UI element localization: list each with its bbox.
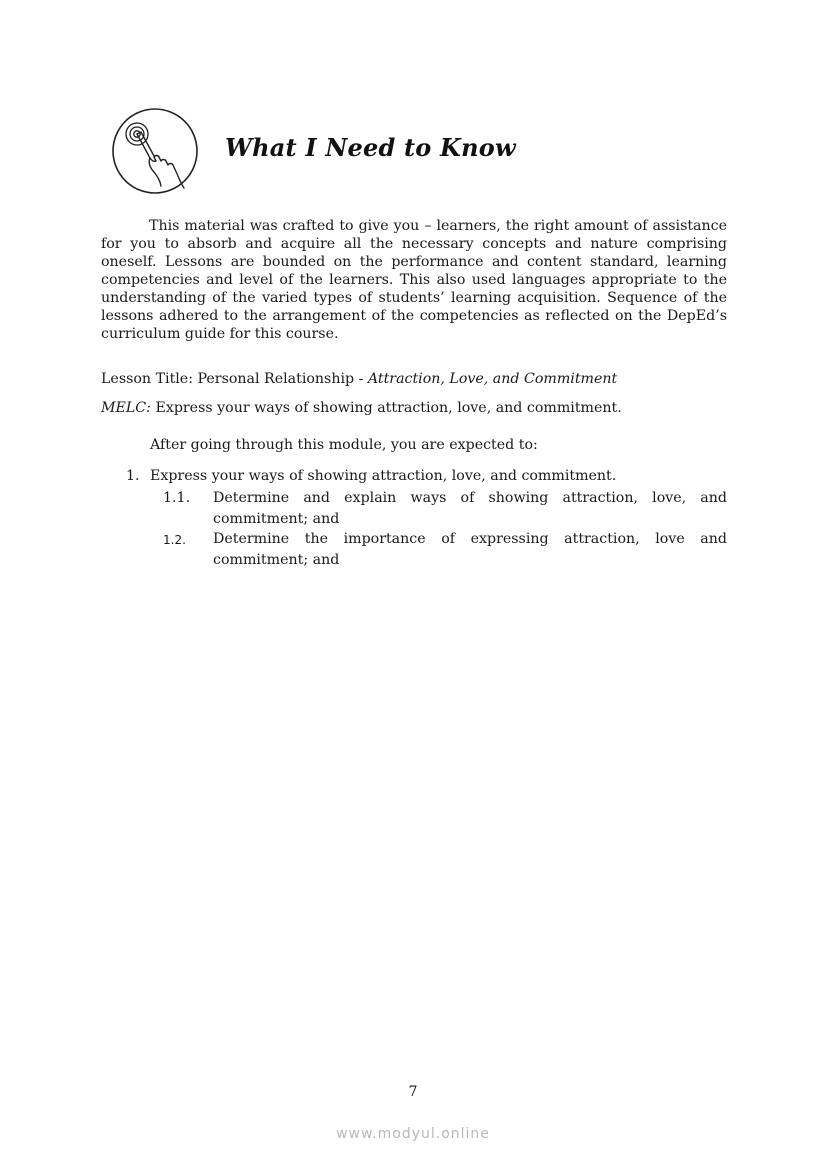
sub-objective bbox=[163, 488, 727, 530]
intro-paragraph: This material was crafted to give you – learners, the right amount of assistance for you to absorb and acquire all the necessary concepts and nature comprising oneself. Lessons are bounded on the performance and content standard, learning competencies and level of the learners. This also used languages appropriate to the understanding of the varied types of students’ learning acquisition. Sequence of the lessons adhered to the arrangement of the competencies as reflected on the DepEd’s curriculum guide for this course. bbox=[101, 218, 727, 342]
objective-main-number: 1. bbox=[126, 468, 140, 484]
lesson-title-topic: Attraction, Love, and Commitment bbox=[367, 371, 618, 387]
touch-hand-icon bbox=[110, 106, 200, 196]
sub-objective-text: Determine and explain ways of showing attraction, love, and commitment; and bbox=[213, 490, 727, 527]
sub-objective-text: Determine the importance of expressing attraction, love and commitment; and bbox=[213, 531, 727, 568]
objective-main bbox=[126, 468, 616, 484]
sub-objective-number: 1.2. bbox=[163, 533, 186, 547]
page-number: 7 bbox=[408, 1084, 418, 1100]
sub-objective-number: 1.1. bbox=[163, 490, 191, 506]
watermark: www.modyul.online bbox=[336, 1126, 490, 1142]
lesson-title bbox=[101, 371, 617, 387]
objectives-intro: After going through this module, you are expected to: bbox=[150, 437, 538, 453]
melc-statement bbox=[101, 400, 622, 416]
objective-main-text: Express your ways of showing attraction, love, and commitment. bbox=[150, 468, 617, 484]
lesson-title-label: Lesson Title: Personal Relationship - bbox=[101, 371, 368, 387]
melc-label: MELC: bbox=[101, 400, 151, 416]
sub-objective bbox=[163, 529, 727, 571]
melc-text: Express your ways of showing attraction, love, and commitment. bbox=[150, 400, 622, 416]
section-title: What I Need to Know bbox=[225, 133, 516, 162]
